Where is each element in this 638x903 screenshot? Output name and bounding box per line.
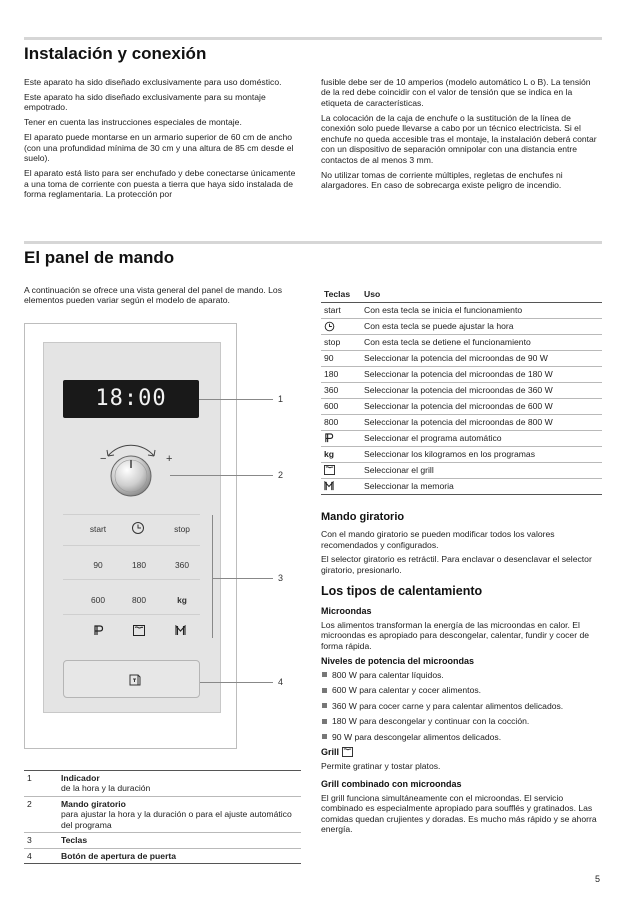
table-row — [321, 350, 602, 366]
header-keys: Teclas — [321, 286, 361, 302]
section-rule-panel — [24, 241, 602, 244]
callout-line-3 — [213, 578, 273, 579]
legend-text — [58, 833, 301, 848]
program-icon — [324, 433, 334, 443]
panel-legend — [24, 770, 301, 864]
key-cell: kg — [321, 446, 361, 462]
key-cell: stop — [321, 334, 361, 350]
table-row — [321, 382, 602, 398]
use-cell: Seleccionar la memoria — [361, 478, 602, 494]
paragraph: Este aparato ha sido diseñado exclusivamente para uso doméstico. — [24, 77, 282, 87]
legend-title: Mando giratorio — [61, 798, 126, 809]
section-rule-top — [24, 37, 602, 40]
list-item: 180 W para descongelar y continuar con la cocción. — [321, 716, 602, 726]
panel-intro — [24, 285, 294, 310]
use-cell: Seleccionar la potencia del microondas de 600 W — [361, 398, 602, 414]
use-cell: Seleccionar la potencia del microondas de 180 W — [361, 366, 602, 382]
key-cell: 180 — [321, 366, 361, 382]
legend-row — [24, 833, 301, 848]
legend-title: Teclas — [61, 835, 88, 846]
right-column — [321, 286, 602, 839]
key-stop[interactable]: stop — [174, 524, 190, 534]
table-row — [321, 318, 602, 334]
use-cell: Seleccionar los kilogramos en los programas — [361, 446, 602, 462]
installation-left-column — [24, 77, 300, 204]
legend-row — [24, 771, 301, 797]
paragraph: Tener en cuenta las instrucciones especiales de montaje. — [24, 117, 242, 128]
key-separator — [63, 614, 200, 615]
keys-table-header — [321, 286, 602, 302]
legend-desc: para ajustar la hora y la duración o para el ajuste automático del programa — [61, 809, 292, 830]
table-row — [321, 446, 602, 462]
callout-3: 3 — [278, 573, 284, 583]
grill-icon[interactable] — [133, 625, 145, 636]
memory-icon — [324, 481, 334, 491]
table-row — [321, 334, 602, 350]
key-180[interactable]: 180 — [132, 560, 146, 570]
list-item: 800 W para calentar líquidos. — [321, 670, 602, 680]
legend-row — [24, 796, 301, 832]
table-row — [321, 430, 602, 446]
callout-line-2 — [170, 475, 273, 476]
paragraph: El aparato puede montarse en un armario superior de 60 cm de ancho (con una profundidad mínima de 30 cm y una altura de 85 cm desde el suelo). — [24, 132, 294, 164]
list-item: 90 W para descongelar alimentos delicados. — [321, 732, 602, 742]
legend-text — [58, 796, 301, 832]
key-cell: start — [321, 302, 361, 318]
rotary-dial[interactable] — [94, 432, 168, 506]
key-cell: 360 — [321, 382, 361, 398]
legend-text — [58, 771, 301, 797]
list-item: 360 W para cocer carne y para calentar alimentos delicados. — [321, 701, 602, 711]
clock-icon — [324, 321, 335, 332]
key-90[interactable]: 90 — [93, 560, 103, 570]
paragraph: No utilizar tomas de corriente múltiples, regletas de enchufes ni alargadores. En caso de sobrecarga existe peligro de incendio. — [321, 169, 563, 191]
power-levels-list — [321, 670, 602, 742]
key-360[interactable]: 360 — [175, 560, 189, 570]
paragraph: Los alimentos transforman la energía de las microondas en calor. El microondas es apropiado para descongelar, calentar, fundir y cocer de forma rápida. — [321, 619, 590, 651]
heading-microondas: Microondas — [321, 605, 372, 616]
table-row — [321, 302, 602, 318]
use-cell: Con esta tecla se puede ajustar la hora — [361, 318, 602, 334]
key-800[interactable]: 800 — [132, 595, 146, 605]
paragraph: El aparato está listo para ser enchufado y debe conectarse únicamente a una toma de corriente con puesta a tierra que haya sido instalada de forma reglamentaria. La protección por — [24, 168, 296, 200]
key-cell — [321, 462, 361, 478]
use-cell: Seleccionar la potencia del microondas de 90 W — [361, 350, 602, 366]
legend-title: Botón de apertura de puerta — [61, 850, 177, 861]
key-kg[interactable]: kg — [177, 595, 187, 605]
grill-icon — [324, 465, 335, 475]
use-cell: Seleccionar el programa automático — [361, 430, 602, 446]
key-separator — [63, 545, 200, 546]
key-600[interactable]: 600 — [91, 595, 105, 605]
legend-num: 4 — [24, 848, 58, 863]
legend-num: 1 — [24, 771, 58, 797]
key-cell — [321, 318, 361, 334]
heading-tipos-calentamiento: Los tipos de calentamiento — [321, 584, 483, 599]
key-cell — [321, 478, 361, 494]
callout-4: 4 — [278, 677, 284, 687]
section-title-panel: El panel de mando — [24, 248, 175, 267]
use-cell: Seleccionar el grill — [361, 462, 602, 478]
paragraph: La colocación de la caja de enchufe o la sustitución de la línea de conexión solo puede llevarse a cabo por un técnico electricista. Si el enchufe no queda accesible tras el montaje, la instalación deberá contar con un dispositivo de separación omnipolar con una distancia entre contactos de al menos 3 mm. — [321, 112, 597, 165]
keys-table — [321, 286, 602, 495]
table-row — [321, 366, 602, 382]
legend-title: Indicador — [61, 773, 100, 783]
section-title-installation: Instalación y conexión — [24, 44, 207, 63]
callout-bracket-3 — [203, 515, 213, 638]
grill-icon — [342, 747, 353, 757]
legend-text — [58, 848, 301, 863]
paragraph: Este aparato ha sido diseñado exclusivamente para su montaje empotrado. — [24, 91, 266, 113]
use-cell: Seleccionar la potencia del microondas de 800 W — [361, 414, 602, 430]
list-item: 600 W para calentar y cocer alimentos. — [321, 685, 602, 695]
legend-num: 2 — [24, 796, 58, 832]
legend-num: 3 — [24, 833, 58, 848]
dial-minus-label: − — [100, 453, 107, 465]
key-cell: 90 — [321, 350, 361, 366]
key-separator — [63, 579, 200, 580]
table-row — [321, 398, 602, 414]
key-start[interactable]: start — [89, 524, 107, 534]
callout-1: 1 — [278, 394, 284, 404]
key-separator — [63, 514, 200, 515]
installation-right-column — [321, 77, 602, 195]
paragraph: fusible debe ser de 10 amperios (modelo automático L o B). La tensión de la red debe coincidir con el valor de tensión que se indica en la etiqueta de características. — [321, 77, 591, 108]
legend-desc: de la hora y la duración — [61, 783, 151, 794]
clock-icon[interactable] — [131, 521, 145, 535]
heading-grill — [321, 747, 602, 758]
memory-icon[interactable] — [175, 625, 186, 636]
table-row — [321, 462, 602, 478]
paragraph: El selector giratorio es retráctil. Para enclavar o desenclavar el selector giratorio, presionarlo. — [321, 554, 592, 575]
callout-line-4 — [200, 682, 273, 683]
callout-line-1 — [199, 399, 273, 400]
paragraph: El grill funciona simultáneamente con el microondas. El servicio combinado es especialmente apropiado para soufflés y gratinados. Las comidas quedan crujientes y doradas. Es mucho más rápido y se ahorra energía. — [321, 792, 597, 835]
key-cell — [321, 430, 361, 446]
program-icon[interactable] — [93, 625, 104, 636]
grill-title: Grill — [321, 747, 340, 758]
use-cell: Con esta tecla se detiene el funcionamiento — [361, 334, 602, 350]
heading-mando-giratorio: Mando giratorio — [321, 510, 405, 523]
paragraph: Con el mando giratorio se pueden modificar todos los valores recomendados y configurados. — [321, 529, 555, 550]
paragraph: A continuación se ofrece una vista general del panel de mando. Los elementos pueden variar según el modelo de aparato. — [24, 285, 282, 306]
legend-row — [24, 848, 301, 863]
key-cell: 600 — [321, 398, 361, 414]
header-use: Uso — [361, 286, 602, 302]
callout-2: 2 — [278, 470, 284, 480]
use-cell: Con esta tecla se inicia el funcionamiento — [361, 302, 602, 318]
use-cell: Seleccionar la potencia del microondas de 360 W — [361, 382, 602, 398]
dial-plus-label: + — [166, 453, 173, 465]
table-row — [321, 414, 602, 430]
door-open-icon — [129, 674, 141, 686]
page-number: 5 — [594, 874, 600, 884]
table-row — [321, 478, 602, 494]
time-display: 18:00 — [63, 380, 199, 418]
paragraph: Permite gratinar y tostar platos. — [321, 761, 441, 772]
heading-niveles: Niveles de potencia del microondas — [321, 656, 475, 666]
key-cell: 800 — [321, 414, 361, 430]
heading-grill-combinado: Grill combinado con microondas — [321, 778, 462, 789]
